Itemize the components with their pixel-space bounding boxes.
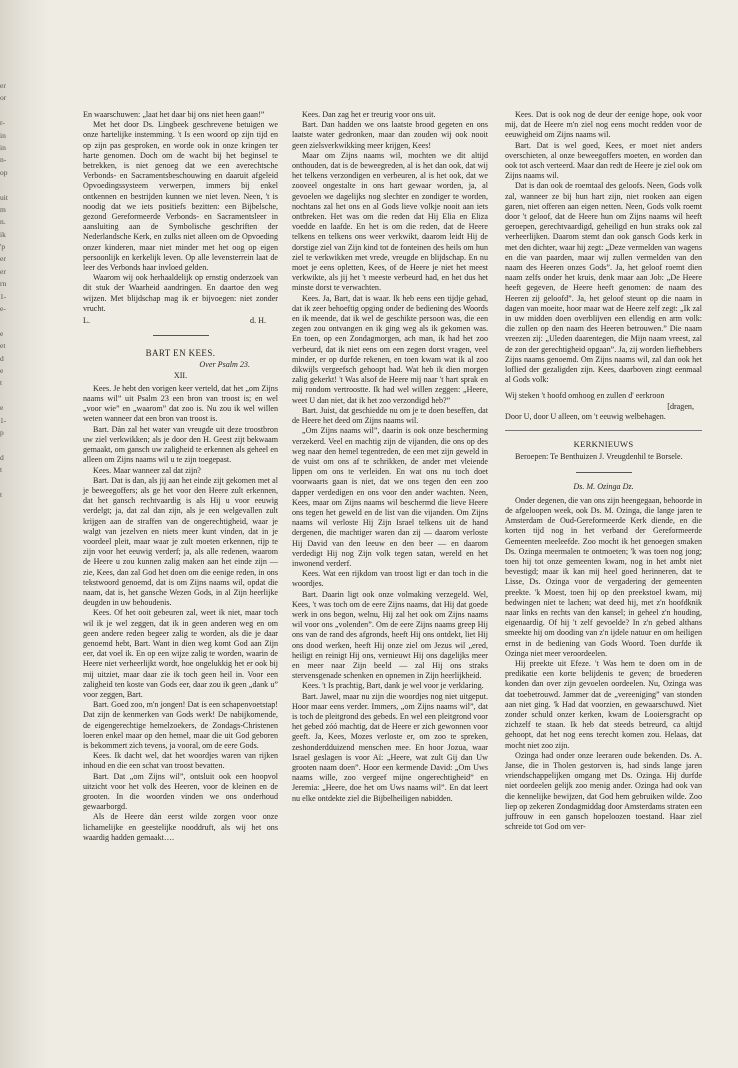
paragraph: Onder degenen, die van ons zijn heengegaan, behoorde in de afgeloopen week, ook Ds. M. Ozinga, die lange jaren te Amsterdam de Oud-Gereformeerde Kerk diende, en die korten tijd nog in het verband der Gereformeerde Gemeenten meeleefde. Zoo mocht ik het genoegen smaken Ds. Ozinga meermalen te ontmoeten; 'k was toen nog jong; toen hij tot onze gemeenten kwam, nog in het ambt niet bevestigd; maar ik kan mij heel goed herinneren, dat te Lisse, Ds. Ozinga voor de vergadering der gemeenten preekte. 'k Moest, toen hij op den preekstoel kwam, mij bedwingen niet te lachen; wat deed hij, met z'n hoofdknik naar links en rechts van den kansel; in geheel z'n houding, eigenaardig. Of hij 't zelf gevoelde? In z'n gebed althans smeekte hij om dooding van z'n ijdele natuur en om heiligen ernst in de bediening van Gods Woord. Toen durfde ik Ozinga niet meer veroordeelen. xyxy=(505,495,702,658)
paragraph: Als de Heere dàn eerst wilde zorgen voor onze lichamelijke en geestelijke nooddruft, als wij het ons waardig hadden gemaakt…. xyxy=(83,812,278,842)
gutter-fragment xyxy=(0,477,14,489)
gutter-fragment xyxy=(0,390,14,402)
article-heading: BART EN KEES. xyxy=(145,348,216,359)
paragraph: Maar om Zijns naams wil, mochten we dit altijd onthouden, dat is de beweegreden, al is het dan ook, dat wij het telkens verzondigen en verbeuren, al is het ook, dat we zooveel ongestalte in ons hart gewaar worden, ja, al gevoelen we dagelijks nog slechter en zondiger te worden, nochtans zal het ons en al Gods lieve volkje nooit aan iets ontbreken. Het was om die reden dat Hij Elia en Eliza voedde en laafde. En het is om die reden, dat de Heere telkens en telkens ons weer verkwikt, daarom leidt Hij de dorstige ziel van Zijn kind tot de fonteinen des heils om hun ziel te verkwikken met vrede, vreugde en blijdschap. En nu moet je eens opletten, Kees, of de Heere je niet het meest verkwikte, als jij het 't meeste verbeurd had, en het dus het minste dorst te verwachten. xyxy=(292,150,488,293)
column-3 xyxy=(505,110,702,832)
gutter-fragment: in xyxy=(0,142,6,152)
gutter-fragment: 1- xyxy=(0,291,7,301)
column-2 xyxy=(292,110,488,804)
previous-page-edge-text xyxy=(0,80,14,501)
poem-quote xyxy=(505,391,702,422)
gutter-fragment: e xyxy=(0,403,4,413)
gutter-fragment xyxy=(0,179,14,191)
gutter-fragment: t xyxy=(0,378,3,388)
poem-line: Door U, door U alleen, om 't eeuwig welbehagen. xyxy=(505,411,666,421)
paragraph: En waarschuwen: „laat het daar bij ons niet heen gaan!” xyxy=(83,110,265,119)
paragraph: Kees. Ik dacht wel, dat het woordjes waren van rijken inhoud en die een schat van troost bevatten. xyxy=(83,751,278,771)
paragraph: Bart. Dat is wel goed, Kees, er moet niet anders overschieten, al onze beweegoffers moeten, en worden dan ook tot asch verteerd. Maar dan redt de Heere je ziel ook om Zijns naams wil. xyxy=(505,140,702,181)
gutter-fragment: t xyxy=(0,465,3,475)
gutter-fragment: rn xyxy=(0,279,7,289)
paragraph: Dat is dan ook de roemtaal des geloofs. Neen, Gods volk zal, wanneer ze bij hun hart zijn, niet rooken aan eigen garen, niet offeren aan eigen netten. Neen, Gods volk roemt door 't geloof, dat de Heere hun om Zijns naams wil heeft geroepen, gerechtvaardigd, geheiligd en hun straks ook zal verheerlijken. Daarom stemt dan ook gansch Gods kerk in met den dichter, waar hij zegt: „Deze vermelden van wagens en die van paarden, maar wij zullen vermelden van den naam des Heeren onzes Gods”. Ja, het geloof roemt dien naam zelfs onder het kruis, denk maar aan Job: „De Heere heeft gegeven, de Heere heeft genomen: de naam des Heeren zij geloofd”. Ja, het geloof steunt op die naam in dagen van moeite, hoor maar wat de Heere zelf zegt: „Ik zal in uw midden doen overblijven een ellendig en arm volk: die zullen op den naam des Heeren betrouwen.” Die naam vreezen zij: „Uleden daarentegen, die Mijn naam vreest, zal de zon der gerechtigheid opgaan”. Ja, zij worden liefhebbers Zijns naams genoemd. Om Zijns naams wil, zal dan ook het loflied der gezaligden zijn. Kees, daarboven zingt eenmaal al Gods volk: xyxy=(505,181,702,385)
paragraph: Bart. Goed zoo, m'n jongen! Dat is een schapenvoetstap! Dat zijn de kenmerken van Gods werk! De nabijkomende, de eigengerechtige hemelzoekers, de Zondags-Christenen loeren enkel maar op den hemel, maar die uit God geboren is bekommert zich tevens, ja vooral, om de eere Gods. xyxy=(83,700,278,750)
gutter-fragment: er xyxy=(0,81,6,90)
paragraph: Kees. Of het ooit gebeuren zal, weet ik niet, maar toch wil ik je wel zeggen, dat ik in geen anderen weg en om geen andere reden begeer zalig te worden, als die je daar genoemd hebt, Bart. Want in dien weg komt God aan Zijn eer, dat voel ik. En op een wijze zalig te worden, waarin de Heere niet verheerlijkt wordt, hoe ongelukkig het er ook bij mij uitziet, maar daar zie ik toch geen heil in. Voor een zaligheid ten koste van Gods eer, daar zou ik geen „dank u” voor zeggen, Bart. xyxy=(83,608,278,699)
gutter-fragment: p xyxy=(0,427,4,437)
paragraph: Ozinga had onder onze leeraren oude bekenden. Ds. A. Janse, die in Tholen gestorven is, had sinds lange jaren vriendschappelijken omgang met Ds. Ozinga. Hij durfde niet oordeelen gelijk zoo menig ander. Ozinga had ook van die kennelijke bewijzen, dat God hem gebruiken wilde. Zoo liep op zekeren Zondagmiddag door Amsterdams straten een juffrouw in een gansch hopeloozen toestand. Haar ziel schreide tot God om ver- xyxy=(505,750,702,832)
gutter-fragment xyxy=(0,315,14,327)
signature-left: L. xyxy=(83,316,90,326)
column-1 xyxy=(83,110,278,843)
binding-gutter xyxy=(0,0,50,1068)
gutter-fragment: er xyxy=(0,254,6,264)
obituary-title: Ds. M. Ozinga Dz. xyxy=(573,481,634,491)
gutter-fragment: et xyxy=(0,341,6,351)
part-number: XII. xyxy=(173,370,188,380)
paragraph: Met het door Ds. Lingbeek geschrevene betuigen we onze hartelijke instemming. 't Is een woord op zijn tijd en op zijn pas gesproken, en worde ook in onze kringen ter harte genomen. Doch om de wacht bij het beginsel te betrekken, is niet genoeg dat we een averechtsche Verbonds- en Sacramentsbeschouwing en daaruit afgeleid Opvoedingssysteem verwerpen, immers bij enkel ontkennen en bestrijden kunnen we niet leven. Neen, 't is noodig dat we iets positiefs bezitten: een Bijbelsche, gezond Gereformeerde Verbonds- en Sacramentsleer in aansluiting aan de Symbolische geschriften der Nederlandsche Kerk, en zulks niet alleen om de Opvoeding onzer kinderen, maar niet minder met het oog op eigen persoonlijk en kerkelijk leven. Op alle levensterrein laat de leer des Verbonds haar invloed gelden. xyxy=(83,120,278,273)
gutter-fragment: t xyxy=(0,489,3,499)
divider xyxy=(576,472,632,473)
divider xyxy=(153,335,209,336)
article-subheading: Over Psalm 23. xyxy=(199,360,250,370)
gutter-fragment: 1- xyxy=(0,415,7,425)
paragraph: Waarom wij ook herhaaldelijk op ernstig onderzoek van dit stuk der Waarheid aandringen. En daartoe den weg wijzen. Met blijdschap mag ik er bijvoegen: niet zonder vrucht. xyxy=(83,273,278,313)
gutter-fragment: e xyxy=(0,365,4,375)
gutter-fragment: e- xyxy=(0,304,6,314)
divider xyxy=(505,430,702,431)
poem-line-continuation: [dragen, xyxy=(667,401,694,411)
gutter-fragment: n. xyxy=(0,217,6,227)
gutter-fragment: n- xyxy=(0,155,7,165)
paragraph: Kees. Dat is ook nog de deur der eenige hope, ook voor mij, dat de Heere m'n ziel nog eens mocht redden voor de eeuwigheid om Zijns naams wil. xyxy=(505,110,702,140)
section-heading: KERKNIEUWS xyxy=(573,439,634,450)
paragraph: Bart. Daarin ligt ook onze volmaking verzegeld. Wel, Kees, 't was toch om de eere Zijns naams, dat Hij dat goede werk in ons begon, welnu, Hij zal het ook om Zijns naams wil voor ons „volenden”. Om de eere Zijns naams greep Hij ons van de rand des afgronds, heeft Hij ons ontdekt, liet Hij ons dood werken, heeft Hij onze ziel om Jezus wil „ered, heiligt en reinigt Hij ons, vernieuwt Hij ons dagelijks meer en meer naar Zijn beeld — zal Hij ons straks stervensgenade schenken en opnemen in Zijn heerlijkheid. xyxy=(292,589,488,681)
paragraph: Bart. Juist, dat geschiedde nu om je te doen beseffen, dat de Heere het deed om Zijns naams wil. xyxy=(292,405,488,426)
gutter-fragment xyxy=(0,105,14,117)
signature-line xyxy=(83,316,278,326)
paragraph: Kees. Ja, Bart, dat is waar. Ik heb eens een tijdje gehad, dat ik zeer behoeftig opging onder de bediening des Woords en ik meende, dat ik wel de geschikte persoon was, die een zegen zou ontvangen en ik ging weg als ik gekomen was. En toen, op een Zondagmorgen, ach man, ik had het zoo verbeurd, dat ik niet eens om een zegen dorst vragen, veel minder, er op durfde rekenen, en toen kwam wat ik al zoo dikwijls vergeefsch gehoopt had. Wat heb ik dien morgen zalig gekerkt! 't Was alsof de Heere mij naar 't hart sprak en mij rondom vertroostte. Ik had wel willen zeggen: „Heere, weet U dan niet, dat ik het zoo verzondigd heb?” xyxy=(292,293,488,405)
gutter-fragment: er xyxy=(0,266,6,276)
paragraph: Kees. Dan zag het er treurig voor ons uit. xyxy=(302,110,436,119)
gutter-fragment: e xyxy=(0,328,4,338)
paragraph: Bart. Dat „om Zijns wil”, ontsluit ook een hoopvol uitzicht voor het volk des Heeren, voor de kleinen en de grooten. In die woorden vinden we ons onderhoud gewaarborgd. xyxy=(83,771,278,812)
paragraph: Kees. Wat een rijkdom van troost ligt er dan toch in die woordjes. xyxy=(292,569,488,589)
paragraph: Bart. Dat is dan, als jij aan het einde zijt gekomen met al je beweegoffers; als ge het voor den Heere zult erkennen, dat het gansch rechtvaardig is als Hij u voor eeuwig verdelgt; ja, dat zal dan zijn, als je een welgevallen zult krijgen aan de straffen van de ongerechtigheid, waar je walgt van jezelven en niets meer kunt vinden, dat in je voordeel pleit, maar waar je zult moeten erkennen, rijp te zijn voor het eeuwig verderf; ja, als alle redenen, waarom de Heere u zou kunnen zalig maken aan het einde zijn — zie, Kees, dan zal God het doen om die eenige reden, in ons tekstwoord genoemd, dat is om Zijns naams wil, opdat die naam, dat is, het gansche Wezen Gods, in al Zijn heerlijke deugden in uw behoudenis. xyxy=(83,475,278,608)
gutter-fragment: 'p xyxy=(0,242,6,252)
paragraph: Bart. Dan hadden we ons laatste brood gegeten en ons laatste water gedronken, maar dan zouden wij ook nooit geen zielsverkwikking meer krijgen, Kees! xyxy=(292,120,488,150)
paragraph: Bart. Dàn zal het water van vreugde uit deze troostbron uw ziel verkwikken; als je door den H. Geest zijt bekwaam gemaakt, om gansch uw zaligheid te erkennen als geheel en alleen om Zijns naams wil u te zijn toegepast. xyxy=(83,424,278,465)
paragraph: Hij preekte uit Efeze. 't Was hem te doen om in de predikatie een korte belijdenis te geven; de broederen konden dan over zijn gevoelen oordeelen. Nu, Ozinga was dat toebetrouwd. Jammer dat de „vereeniging” van stonden aan niet ging. 'k Had dat voorzien, en gewaarschuwd. Niet zonder schuld onzer kerken, kwam de Looiersgracht op zichzelf te staan. Ik heb dat steeds betreurd, ca altijd gehoopt, dat het nog eens terecht komen zou. Helaas, dat mocht niet zoo zijn. xyxy=(505,658,702,750)
gutter-fragment: d xyxy=(0,353,4,363)
gutter-fragment: uit xyxy=(0,192,8,202)
gutter-fragment: or xyxy=(0,93,7,103)
gutter-fragment: r- xyxy=(0,118,5,128)
paragraph: Bart. Jawel, maar nu zijn die woordjes nog niet uitgeput. Hoor maar eens verder. Immers, „om Zijns naams wil”, dat is toch de pleitgrond des gebeds. En wel een pleitgrond voor het gebed zóó machtig, dat de Heere er zich gewonnen voor geeft. Ja, Kees, Mozes verloste er, om zoo te spreken, zeshonderdduizend menschen mee. En hoor Jozua, waar Israel geslagen is voor Aï: „Heere, wat zult Gij dan Uw grooten naam doen”. Hoor een kermende David: „Om Uws naams wille, zoo vergeef mijne ongerechtigheid” en Jeremia: „Heere, doe het om Uws naams wil”. En dat leert nu elke ontdekte ziel die Bijbelheiligen nabidden. xyxy=(292,691,488,803)
paragraph: Kees. Maar wanneer zal dat zijn? xyxy=(93,465,201,475)
gutter-fragment xyxy=(0,439,14,451)
announcement: Beroepen: Te Benthuizen J. Vreugdenhil te Borsele. xyxy=(515,452,683,462)
gutter-fragment: m xyxy=(0,204,6,214)
poem-line: Wij steken 't hoofd omhoog en zullen d' eerkroon xyxy=(505,391,665,401)
paragraph: Kees. Je hebt den vorigen keer verteld, dat het „om Zijns naams wil” uit Psalm 23 een bron van troost is; en wel „voor wie” en „waarom” dat zoo is. Nu zou ik wel willen weten wanneer dat een bron van troost is. xyxy=(83,383,278,424)
gutter-fragment: op xyxy=(0,167,8,177)
gutter-fragment: ik xyxy=(0,229,6,239)
paragraph: „Om Zijns naams wil”, daarin is ook onze bescherming verzekerd. Veel en machtig zijn de vijanden, die ons op des weg naar den hemel tegentreden, de een met zijn geweld in de vuist om ons af te schrikken, de ander met vleiende lippen om ons te verleiden. En wat ons nu toch doet voorwaarts gaan is niet, dat we ons tegen den een zoo dapper verdedigen en ons voor den ander wachten. Neen, Kees, maar om Zijns naams wil beschermd die lieve Heere ons tegen het geweld en de list van die vijanden. Om Zijns naams wil verloste Hij Zijn Israel telkens uit de hand dergenen, die machtiger waren dan zij — daarom verloste Hij David van den leeuw en den beer — en daarom verdedigt Hij nog Zijn volk tegen satan, wereld en het inwonend verderf. xyxy=(292,426,488,568)
gutter-fragment: d xyxy=(0,452,4,462)
paragraph: Kees. 't Is prachtig, Bart, dank je wel voor je verklaring. xyxy=(302,681,484,691)
signature-right: d. H. xyxy=(250,316,266,326)
gutter-fragment: in xyxy=(0,130,6,140)
